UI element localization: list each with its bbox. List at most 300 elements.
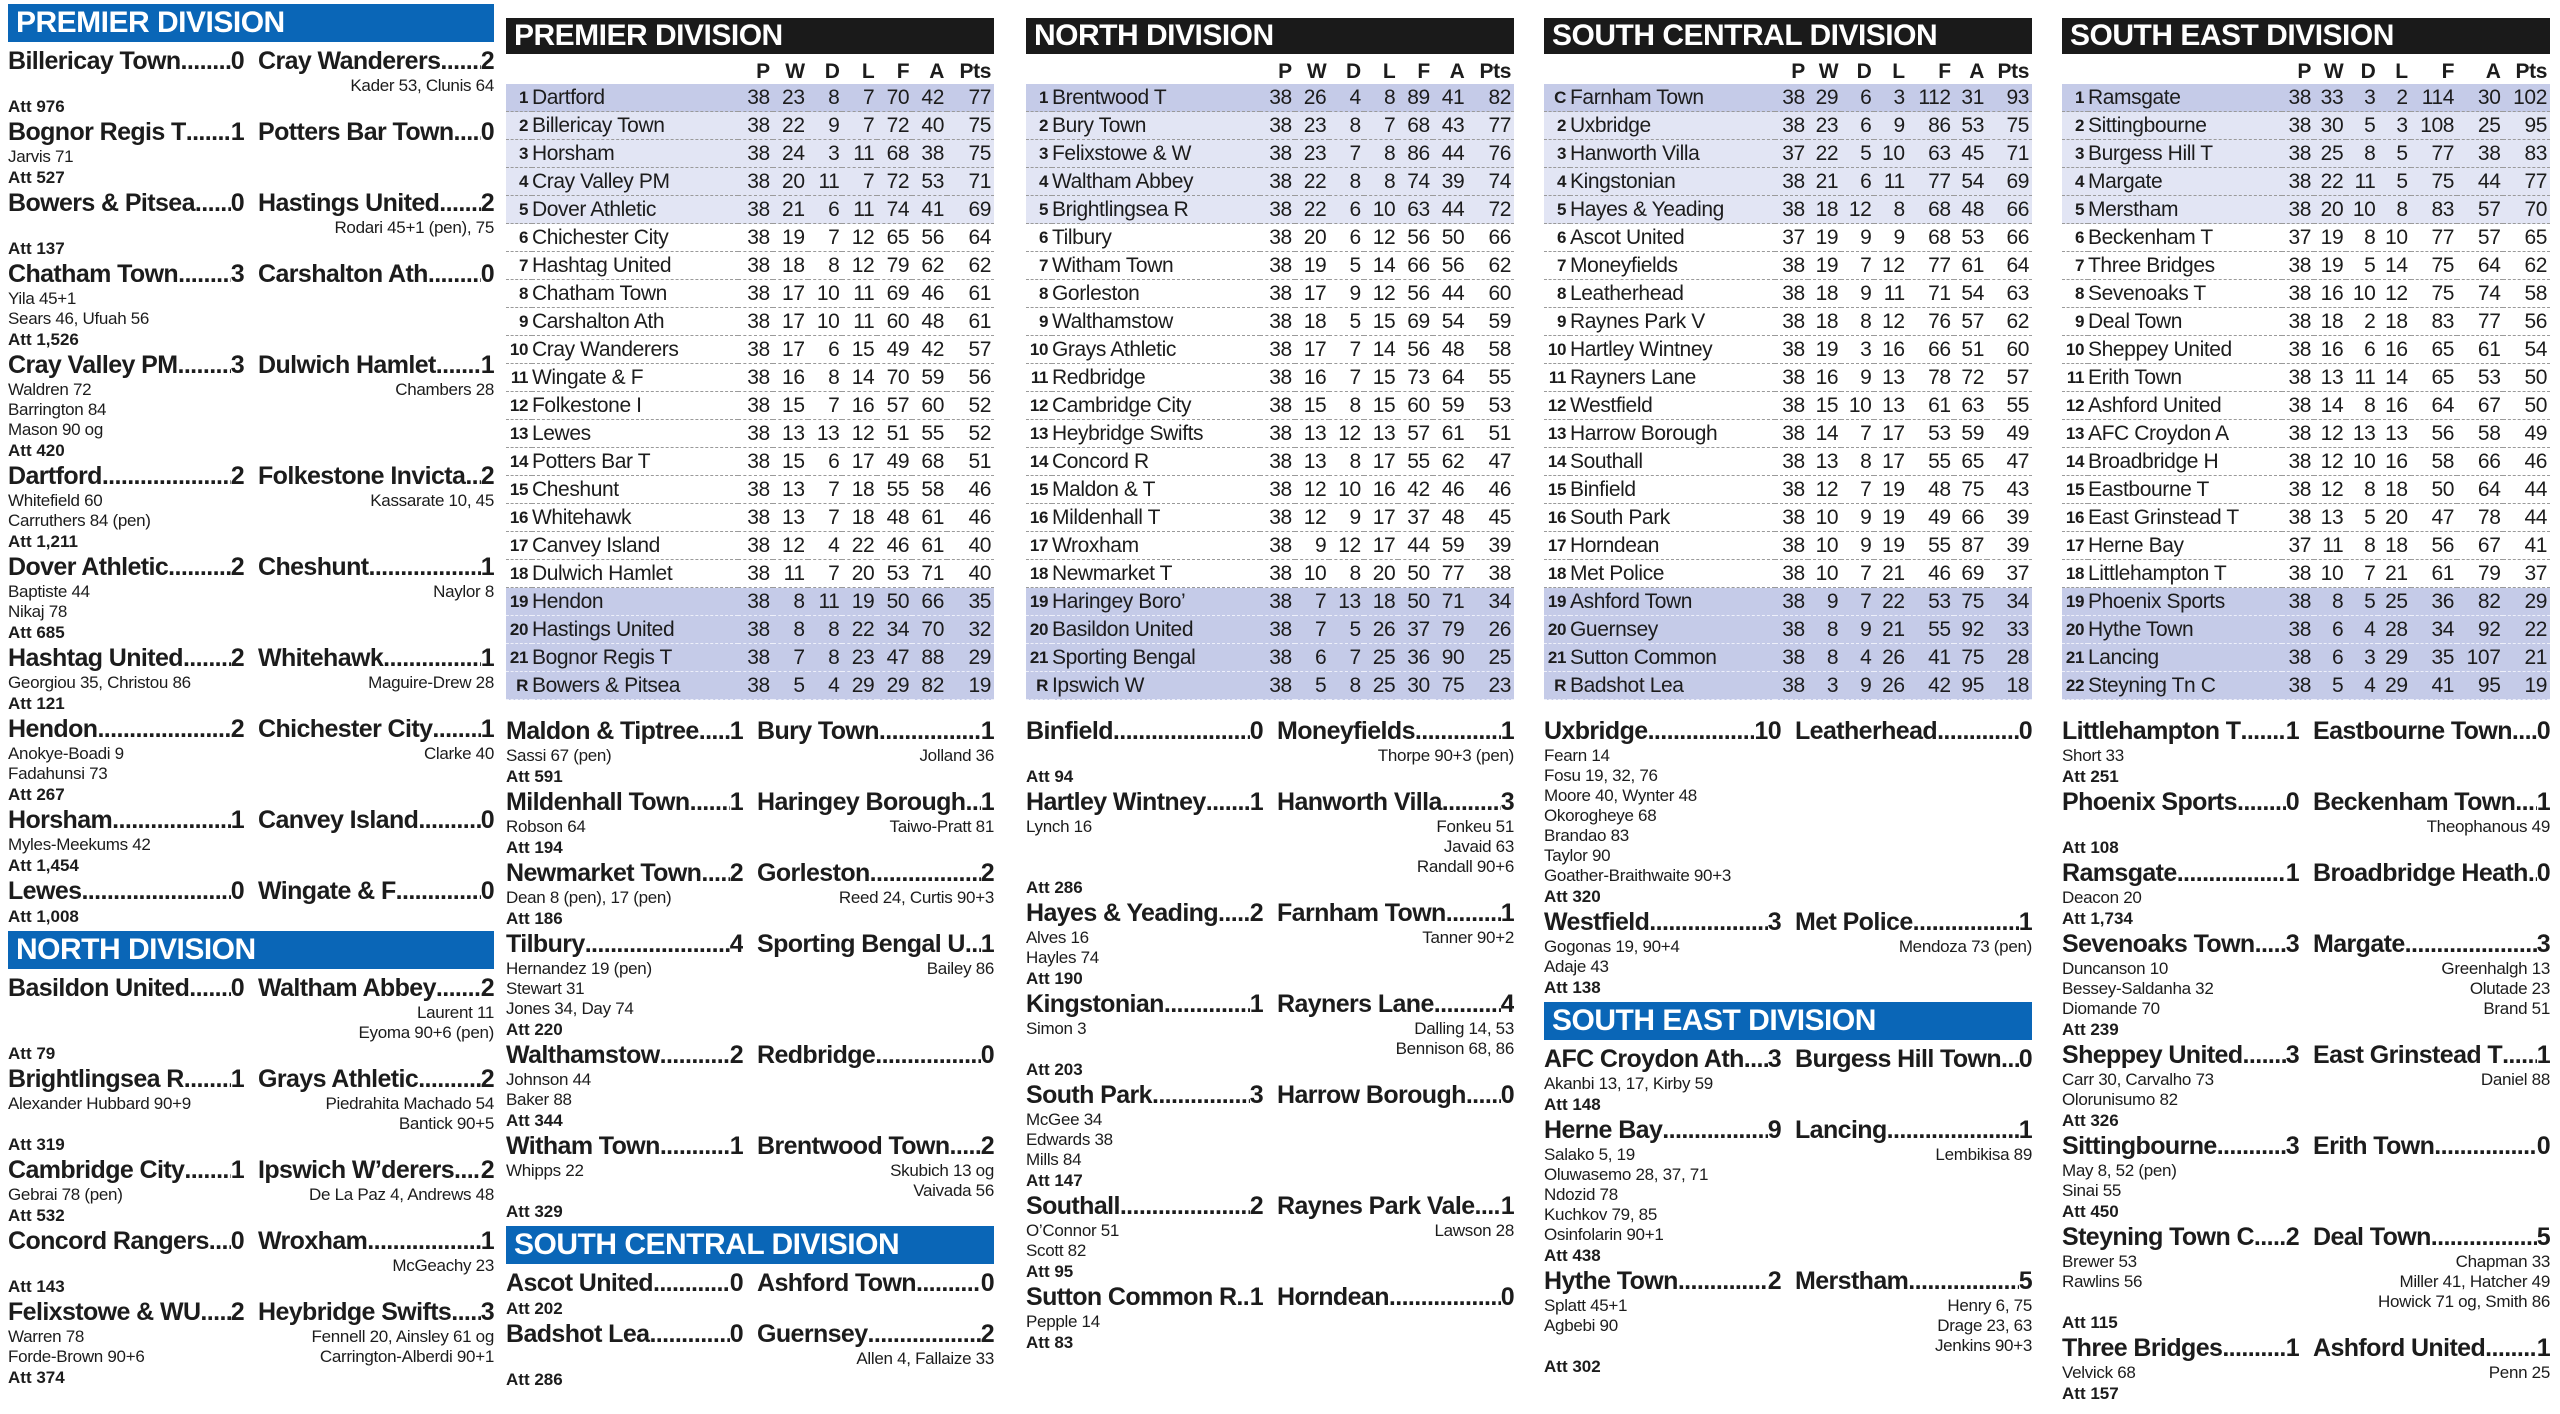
won: 29 (1808, 84, 1841, 112)
points: 52 (947, 420, 994, 448)
goals-against: 59 (1954, 420, 1987, 448)
played: 38 (738, 140, 773, 168)
won: 11 (2314, 532, 2346, 560)
leader-dots (189, 973, 230, 1003)
match-score-line (8, 1226, 494, 1256)
scorer-line: Gebrai 78 (pen) (8, 1185, 123, 1204)
drawn: 4 (2346, 616, 2378, 644)
table-row (1026, 196, 1514, 224)
attendance: Att 194 (506, 838, 563, 857)
drawn: 6 (2346, 336, 2378, 364)
table-row (506, 224, 994, 252)
leader-dots (2485, 1333, 2537, 1363)
table-row (2062, 84, 2550, 112)
team: Bowers & Pitsea (532, 672, 738, 700)
away-score: 5 (2018, 1267, 2032, 1295)
scorers (1026, 1110, 1514, 1170)
scorer-line: Olutade 23 (2469, 979, 2550, 998)
points: 62 (947, 252, 994, 280)
goals-against: 53 (912, 168, 947, 196)
position: 16 (1026, 504, 1052, 532)
away-team-name: Guernsey (757, 1320, 868, 1348)
away-score: 1 (1500, 899, 1514, 927)
home-score: 0 (230, 47, 244, 75)
scorer-line: Chapman 33 (2455, 1252, 2550, 1271)
team: Merstham (2088, 196, 2282, 224)
home-team (2062, 787, 2299, 817)
lost: 9 (1874, 112, 1907, 140)
home-scorers (1026, 1221, 1270, 1261)
column-header-p: P (1791, 60, 1805, 83)
home-team (8, 1064, 244, 1094)
leader-dots (916, 1268, 981, 1298)
goals-for: 56 (2411, 532, 2457, 560)
away-team (757, 716, 994, 746)
scorer-line: Simon 3 (1026, 1019, 1087, 1038)
away-team (2313, 1333, 2550, 1363)
match-score-line (2062, 1131, 2550, 1161)
position: 20 (506, 616, 532, 644)
lost: 29 (2378, 672, 2410, 700)
home-score: 1 (2285, 717, 2299, 745)
home-score: 3 (1767, 1045, 1781, 1073)
match-result (8, 188, 494, 259)
position: 9 (1544, 308, 1570, 336)
home-team (506, 1319, 743, 1349)
away-scorers (1788, 746, 2032, 886)
scorer-line: Oluwasemo 28, 37, 71 (1544, 1165, 1709, 1184)
scorer-line: Mendoza 73 (pen) (1898, 937, 2032, 956)
away-team-name: Brentwood Town (757, 1132, 950, 1160)
goals-against: 45 (1954, 140, 1987, 168)
won: 23 (1808, 112, 1841, 140)
lost: 18 (1364, 588, 1399, 616)
drawn: 8 (2346, 392, 2378, 420)
played: 38 (1775, 448, 1808, 476)
match-score-line (506, 929, 994, 959)
position: 2 (1026, 112, 1052, 140)
won: 5 (1295, 672, 1330, 700)
scorers (8, 1003, 494, 1043)
team: Moneyfields (1570, 252, 1775, 280)
points: 55 (1987, 392, 2032, 420)
won: 10 (1808, 504, 1841, 532)
home-team (8, 259, 244, 289)
won: 13 (773, 504, 808, 532)
drawn: 7 (808, 476, 843, 504)
table-row (506, 252, 994, 280)
goals-against: 61 (2457, 336, 2503, 364)
leader-dots (396, 876, 481, 906)
table-row (1544, 644, 2032, 672)
table-row (2062, 280, 2550, 308)
home-scorers (8, 744, 251, 784)
position: 11 (1544, 364, 1570, 392)
goals-against: 61 (1433, 420, 1468, 448)
points: 37 (2503, 560, 2550, 588)
lost: 18 (842, 504, 877, 532)
points: 58 (1467, 336, 1514, 364)
home-team-name: Southall (1026, 1192, 1120, 1220)
points: 46 (2503, 448, 2550, 476)
goals-against: 59 (1433, 532, 1468, 560)
table-row (1026, 336, 1514, 364)
home-team (2062, 929, 2299, 959)
away-scorers (750, 959, 994, 1019)
scorer-line: Fadahunsi 73 (8, 764, 108, 783)
lost: 18 (2378, 476, 2410, 504)
scorers (506, 817, 994, 837)
match-result (8, 259, 494, 350)
table-row (506, 644, 994, 672)
points: 93 (1987, 84, 2032, 112)
won: 16 (2314, 336, 2346, 364)
points: 62 (1987, 308, 2032, 336)
table-row (1026, 448, 1514, 476)
position: R (506, 672, 532, 700)
away-team (1277, 1080, 1514, 1110)
points: 54 (2503, 336, 2550, 364)
away-team (1277, 1282, 1514, 1312)
away-scorers (2306, 888, 2550, 908)
position: 14 (506, 448, 532, 476)
table-row (506, 560, 994, 588)
goals-against: 71 (1433, 588, 1468, 616)
team: Witham Town (1052, 252, 1260, 280)
away-score: 2 (980, 859, 994, 887)
scorer-line: Olorunisumo 82 (2062, 1090, 2178, 1109)
won: 10 (1295, 560, 1330, 588)
goals-for: 68 (877, 140, 912, 168)
team: Hanworth Villa (1570, 140, 1775, 168)
points: 47 (1467, 448, 1514, 476)
away-scorers (2306, 1070, 2550, 1110)
position: 21 (1544, 644, 1570, 672)
home-score: 3 (230, 260, 244, 288)
home-team (506, 716, 743, 746)
drawn: 6 (1841, 84, 1874, 112)
away-team (2313, 929, 2550, 959)
leader-dots (1415, 716, 1501, 746)
away-scorers (251, 835, 494, 855)
home-team-name: Cambridge City (8, 1156, 185, 1184)
attendance: Att 374 (8, 1368, 65, 1387)
home-team-name: Basildon United (8, 974, 190, 1002)
scorer-line: Randall 90+6 (1416, 857, 1514, 876)
team: Raynes Park V (1570, 308, 1775, 336)
goals-against: 61 (912, 504, 947, 532)
match-result (2062, 716, 2550, 787)
home-score: 1 (230, 118, 244, 146)
home-score: 0 (2285, 788, 2299, 816)
away-scorers (1270, 1312, 1514, 1332)
goals-for: 46 (877, 532, 912, 560)
attendance: Att 1,526 (8, 330, 79, 349)
leader-dots (1662, 1115, 1767, 1145)
lost: 25 (1364, 672, 1399, 700)
points: 64 (1987, 252, 2032, 280)
played: 38 (1260, 224, 1295, 252)
away-team-name: Grays Athletic (258, 1065, 419, 1093)
won: 8 (1808, 616, 1841, 644)
position: 12 (506, 392, 532, 420)
lost: 15 (1364, 308, 1399, 336)
attendance: Att 239 (2062, 1020, 2119, 1039)
points: 72 (1467, 196, 1514, 224)
goals-against: 63 (1954, 392, 1987, 420)
goals-for: 37 (1398, 504, 1433, 532)
drawn: 5 (1329, 616, 1364, 644)
goals-for: 51 (877, 420, 912, 448)
home-score: 2 (1249, 1192, 1263, 1220)
scorers (2062, 959, 2550, 1019)
match-result (8, 350, 494, 461)
away-score: 3 (1500, 788, 1514, 816)
scorer-line: Kuchkov 79, 85 (1544, 1205, 1657, 1224)
goals-against: 68 (912, 448, 947, 476)
goals-against: 58 (2457, 420, 2503, 448)
away-scorers (1270, 1110, 1514, 1170)
attendance: Att 320 (1544, 887, 1601, 906)
points: 19 (947, 672, 994, 700)
away-team-name: Carshalton Ath (258, 260, 428, 288)
scorer-line: Forde-Brown 90+6 (8, 1347, 145, 1366)
match-result (506, 1268, 994, 1319)
played: 38 (1260, 364, 1295, 392)
home-score: 0 (230, 877, 244, 905)
leader-dots (451, 1297, 480, 1327)
points: 69 (947, 196, 994, 224)
away-score: 2 (480, 462, 494, 490)
won: 19 (773, 224, 808, 252)
goals-against: 88 (912, 644, 947, 672)
won: 23 (1295, 112, 1330, 140)
won: 13 (2314, 504, 2346, 532)
column-header-f: F (2441, 60, 2455, 83)
team: South Park (1570, 504, 1775, 532)
table-row (506, 420, 994, 448)
attendance: Att 148 (1544, 1095, 1601, 1114)
away-team (757, 929, 994, 959)
goals-against: 78 (2457, 504, 2503, 532)
goals-against: 79 (1433, 616, 1468, 644)
drawn: 6 (808, 448, 843, 476)
leader-dots (2237, 787, 2286, 817)
match-result (8, 714, 494, 805)
home-team-name: Uxbridge (1544, 717, 1648, 745)
goals-against: 48 (1954, 196, 1987, 224)
away-team (258, 46, 494, 76)
home-team (1026, 1282, 1263, 1312)
scorer-line: McGeachy 23 (392, 1256, 494, 1275)
position: 4 (1026, 168, 1052, 196)
team: Mildenhall T (1052, 504, 1260, 532)
scorer-line: Bailey 86 (926, 959, 994, 978)
lost: 12 (1364, 224, 1399, 252)
lost: 14 (1364, 252, 1399, 280)
won: 22 (773, 112, 808, 140)
goals-against: 43 (1433, 112, 1468, 140)
played: 38 (1260, 252, 1295, 280)
lost: 19 (1874, 504, 1907, 532)
leader-dots (383, 643, 481, 673)
goals-for: 56 (1398, 224, 1433, 252)
table-header-row (1026, 58, 1514, 84)
goals-against: 82 (912, 672, 947, 700)
home-scorers (8, 673, 251, 693)
table-row (1544, 196, 2032, 224)
played: 38 (738, 336, 773, 364)
drawn: 8 (1841, 448, 1874, 476)
won: 22 (2314, 168, 2346, 196)
drawn: 8 (808, 364, 843, 392)
points: 60 (1987, 336, 2032, 364)
scorer-line: Rawlins 56 (2062, 1272, 2143, 1291)
north-results-header: NORTH DIVISION (8, 931, 494, 969)
won: 12 (2314, 420, 2346, 448)
won: 18 (773, 252, 808, 280)
away-scorers (2306, 1363, 2550, 1383)
scorer-line: Rodari 45+1 (pen), 75 (334, 218, 494, 237)
team: Littlehampton T (2088, 560, 2282, 588)
played: 38 (1775, 364, 1808, 392)
played: 38 (1775, 196, 1808, 224)
away-team (1277, 787, 1514, 817)
team: Ramsgate (2088, 84, 2282, 112)
lost: 19 (842, 588, 877, 616)
scorer-line: Kader 53, Clunis 64 (350, 76, 494, 95)
position: 2 (506, 112, 532, 140)
scorer-line: Chambers 28 (395, 380, 494, 399)
scorers (506, 1070, 994, 1110)
team: Grays Athletic (1052, 336, 1260, 364)
goals-for: 79 (877, 252, 912, 280)
column-header-w: W (785, 60, 805, 83)
home-scorers (506, 1070, 750, 1110)
table-row (506, 112, 994, 140)
table-row (1026, 616, 1514, 644)
position: 8 (506, 280, 532, 308)
leader-dots (368, 552, 480, 582)
home-team-name: Kingstonian (1026, 990, 1164, 1018)
position: 6 (2062, 224, 2088, 252)
points: 46 (1467, 476, 1514, 504)
position: 19 (2062, 588, 2088, 616)
table-row (506, 476, 994, 504)
scorers (1544, 1074, 2032, 1094)
lost: 11 (842, 280, 877, 308)
lost: 8 (2378, 196, 2410, 224)
home-team (8, 117, 244, 147)
leader-dots (2255, 929, 2286, 959)
away-scorers (1788, 1296, 2032, 1356)
team: Ascot United (1570, 224, 1775, 252)
south-east-results-list-b (2062, 716, 2550, 1404)
team: Erith Town (2088, 364, 2282, 392)
drawn: 5 (2346, 504, 2378, 532)
scorer-line: Georgiou 35, Christou 86 (8, 673, 191, 692)
match-score-line (8, 1297, 494, 1327)
drawn: 4 (808, 672, 843, 700)
home-score: 2 (230, 715, 244, 743)
home-scorers (1544, 746, 1788, 886)
table-row (1544, 448, 2032, 476)
played: 38 (738, 588, 773, 616)
position: C (1544, 84, 1570, 112)
scorer-line: Jones 34, Day 74 (506, 999, 634, 1018)
goals-for: 53 (1908, 420, 1954, 448)
home-score: 2 (729, 859, 743, 887)
match-result (1544, 1115, 2032, 1266)
lost: 25 (1364, 644, 1399, 672)
lost: 28 (2378, 616, 2410, 644)
scorer-line: Allen 4, Fallaize 33 (856, 1349, 994, 1368)
points: 29 (947, 644, 994, 672)
goals-against: 42 (912, 84, 947, 112)
won: 19 (1808, 224, 1841, 252)
leader-dots (178, 259, 231, 289)
away-score: 0 (480, 118, 494, 146)
home-team (506, 1131, 743, 1161)
away-scorers (1270, 928, 1514, 968)
away-team-name: Potters Bar Town (258, 118, 454, 146)
played: 38 (738, 644, 773, 672)
lost: 16 (2378, 336, 2410, 364)
drawn: 8 (2346, 140, 2378, 168)
lost: 14 (2378, 252, 2410, 280)
played: 38 (2282, 308, 2314, 336)
table-row (2062, 476, 2550, 504)
scorer-line: Mills 84 (1026, 1150, 1082, 1169)
goals-for: 50 (1398, 560, 1433, 588)
drawn: 10 (808, 308, 843, 336)
lost: 5 (2378, 140, 2410, 168)
match-result (2062, 1333, 2550, 1404)
goals-against: 53 (1954, 112, 1987, 140)
match-score-line (8, 117, 494, 147)
table-row (1544, 420, 2032, 448)
goals-against: 69 (1954, 560, 1987, 588)
south-central-league-table (1544, 58, 2032, 700)
goals-against: 46 (1433, 476, 1468, 504)
drawn: 10 (2346, 196, 2378, 224)
table-row (1544, 168, 2032, 196)
goals-against: 75 (1954, 588, 1987, 616)
results-column-4 (1544, 0, 2032, 1377)
away-score: 0 (480, 877, 494, 905)
scorers (506, 959, 994, 1019)
goals-against: 53 (1954, 224, 1987, 252)
goals-against: 46 (912, 280, 947, 308)
leader-dots (177, 350, 230, 380)
match-score-line (1544, 1044, 2032, 1074)
home-team (2062, 1040, 2299, 1070)
team: Horndean (1570, 532, 1775, 560)
won: 15 (773, 392, 808, 420)
table-row (1026, 504, 1514, 532)
drawn: 9 (1841, 280, 1874, 308)
team: Guernsey (1570, 616, 1775, 644)
away-team-name: Burgess Hill Town (1795, 1045, 2002, 1073)
leader-dots (1120, 1191, 1250, 1221)
team: Sevenoaks T (2088, 280, 2282, 308)
away-team-name: Farnham Town (1277, 899, 1446, 927)
points: 71 (947, 168, 994, 196)
won: 8 (773, 588, 808, 616)
match-score-line (506, 1040, 994, 1070)
home-team (8, 552, 244, 582)
played: 38 (1775, 280, 1808, 308)
